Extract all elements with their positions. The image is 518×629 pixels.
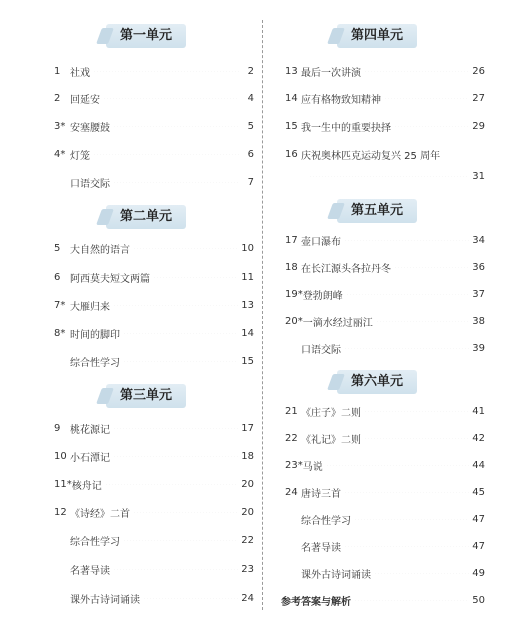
toc-entry[interactable] xyxy=(285,430,485,446)
entry-page: 5 xyxy=(247,120,254,132)
entry-number: 10 xyxy=(54,450,67,462)
entry-title: 参考答案与解析 xyxy=(281,596,351,608)
entry-number: 8* xyxy=(54,327,66,339)
entry-title: 综合性学习 xyxy=(70,536,120,548)
entry-title: 《诗经》二首 xyxy=(70,508,130,520)
entry-number: 18 xyxy=(285,261,298,273)
entry-page: 20 xyxy=(241,506,254,518)
entry-number: 19* xyxy=(285,288,303,300)
toc-entry-continuation[interactable] xyxy=(285,168,485,184)
entry-page: 27 xyxy=(472,92,485,104)
toc-entry[interactable] xyxy=(285,118,485,134)
entry-title: 口语交际 xyxy=(301,344,341,356)
toc-entry[interactable] xyxy=(54,269,254,285)
entry-number: 23* xyxy=(285,459,303,471)
leader-dots xyxy=(374,573,469,574)
entry-page: 31 xyxy=(472,170,485,182)
leader-dots xyxy=(123,333,238,334)
toc-entry[interactable] xyxy=(285,286,485,302)
entry-title: 壶口瀑布 xyxy=(301,236,341,248)
entry-page: 24 xyxy=(241,592,254,604)
entry-title: 大自然的语言 xyxy=(70,244,130,256)
toc-entry[interactable] xyxy=(54,325,254,341)
entry-page: 50 xyxy=(472,594,485,606)
leader-dots xyxy=(93,71,239,72)
entry-page: 44 xyxy=(472,459,485,471)
entry-page: 10 xyxy=(241,242,254,254)
entry-page: 34 xyxy=(472,234,485,246)
entry-title: 《礼记》二则 xyxy=(301,434,361,446)
toc-entry[interactable] xyxy=(54,590,254,606)
toc-entry[interactable] xyxy=(54,448,254,464)
entry-page: 42 xyxy=(472,432,485,444)
unit-heading: 第一单元 xyxy=(106,24,186,48)
leader-dots xyxy=(113,569,238,570)
entry-page: 47 xyxy=(472,513,485,525)
entry-title: 《庄子》二则 xyxy=(301,407,361,419)
entry-page: 17 xyxy=(241,422,254,434)
toc-entry[interactable] xyxy=(285,565,485,581)
leader-dots xyxy=(364,438,469,439)
entry-title: 阿西莫夫短文两篇 xyxy=(70,273,150,285)
leader-dots xyxy=(153,277,238,278)
toc-entry[interactable] xyxy=(54,90,254,106)
entry-title: 唐诗三首 xyxy=(301,488,341,500)
entry-page: 6 xyxy=(247,148,254,160)
leader-dots xyxy=(133,248,238,249)
entry-page: 20 xyxy=(241,478,254,490)
entry-page: 39 xyxy=(472,342,485,354)
leader-dots xyxy=(113,182,239,183)
entry-title: 课外古诗词诵读 xyxy=(301,569,371,581)
entry-page: 4 xyxy=(247,92,254,104)
leader-dots xyxy=(346,294,470,295)
unit-heading: 第五单元 xyxy=(337,199,417,223)
entry-page: 13 xyxy=(241,299,254,311)
entry-title: 应有格物致知精神 xyxy=(301,94,381,106)
entry-page: 41 xyxy=(472,405,485,417)
unit-heading: 第四单元 xyxy=(337,24,417,48)
leader-dots xyxy=(143,598,238,599)
leader-dots xyxy=(113,305,238,306)
entry-page: 49 xyxy=(472,567,485,579)
entry-number: 16 xyxy=(285,148,298,160)
leader-dots xyxy=(376,321,470,322)
toc-entry[interactable] xyxy=(54,353,254,369)
entry-number: 5 xyxy=(54,242,61,254)
entry-title: 回延安 xyxy=(70,94,100,106)
leader-dots xyxy=(123,361,238,362)
unit-heading: 第二单元 xyxy=(106,205,186,229)
column-divider xyxy=(262,20,263,610)
entry-number: 11* xyxy=(54,478,72,490)
entry-number: 9 xyxy=(54,422,61,434)
entry-number: 6 xyxy=(54,271,61,283)
toc-entry[interactable] xyxy=(285,538,485,554)
leader-dots xyxy=(344,546,469,547)
toc-entry[interactable] xyxy=(54,174,254,190)
leader-dots xyxy=(113,428,238,429)
entry-title: 小石潭记 xyxy=(70,452,110,464)
toc-entry[interactable] xyxy=(54,240,254,256)
toc-entry[interactable] xyxy=(54,297,254,313)
entry-page: 29 xyxy=(472,120,485,132)
toc-entry[interactable] xyxy=(285,232,485,248)
entry-title: 桃花源记 xyxy=(70,424,110,436)
leader-dots xyxy=(384,98,469,99)
entry-title: 综合性学习 xyxy=(301,515,351,527)
entry-number: 15 xyxy=(285,120,298,132)
toc-entry[interactable] xyxy=(285,511,485,527)
toc-entry[interactable] xyxy=(54,420,254,436)
entry-title: 登勃朗峰 xyxy=(302,290,343,302)
entry-page: 7 xyxy=(247,176,254,188)
leader-dots xyxy=(364,71,469,72)
entry-title: 灯笼 xyxy=(70,150,90,162)
toc-entry-answers[interactable] xyxy=(265,592,485,608)
entry-page: 23 xyxy=(241,563,254,575)
entry-page: 37 xyxy=(472,288,485,300)
toc-entry[interactable] xyxy=(285,340,485,356)
entry-title: 最后一次讲演 xyxy=(301,67,361,79)
toc-entry[interactable] xyxy=(285,403,485,419)
entry-title: 名著导读 xyxy=(301,542,341,554)
entry-number: 21 xyxy=(285,405,298,417)
leader-dots xyxy=(344,492,469,493)
toc-entry[interactable] xyxy=(285,484,485,500)
entry-title: 名著导读 xyxy=(70,565,110,577)
toc-entry[interactable] xyxy=(285,259,485,275)
leader-dots xyxy=(123,540,238,541)
toc-entry[interactable] xyxy=(54,118,254,134)
entry-page: 2 xyxy=(247,65,254,77)
toc-entry[interactable] xyxy=(54,504,254,520)
entry-title: 口语交际 xyxy=(70,178,110,190)
toc-entry[interactable] xyxy=(54,561,254,577)
toc-entry[interactable] xyxy=(285,146,485,162)
entry-title: 安塞腰鼓 xyxy=(70,122,110,134)
leader-dots xyxy=(364,411,469,412)
entry-number: 7* xyxy=(54,299,66,311)
toc-entry[interactable] xyxy=(285,63,485,79)
entry-number: 3* xyxy=(54,120,66,132)
entry-page: 47 xyxy=(472,540,485,552)
leader-dots xyxy=(133,512,238,513)
entry-title: 核舟记 xyxy=(71,480,102,492)
entry-number: 24 xyxy=(285,486,298,498)
leader-dots xyxy=(113,126,239,127)
entry-number: 22 xyxy=(285,432,298,444)
leader-dots xyxy=(394,267,469,268)
entry-title: 大雁归来 xyxy=(70,301,110,313)
entry-page: 45 xyxy=(472,486,485,498)
leader-dots xyxy=(354,519,469,520)
entry-number: 1 xyxy=(54,65,61,77)
toc-entry[interactable] xyxy=(54,476,254,492)
leader-dots xyxy=(93,154,239,155)
entry-page: 11 xyxy=(241,271,254,283)
leader-dots xyxy=(103,98,239,99)
leader-dots xyxy=(113,456,238,457)
entry-number: 14 xyxy=(285,92,298,104)
entry-title: 时间的脚印 xyxy=(70,329,120,341)
toc-entry[interactable] xyxy=(285,90,485,106)
entry-title: 我一生中的重要抉择 xyxy=(301,122,391,134)
entry-title: 综合性学习 xyxy=(70,357,120,369)
leader-dots xyxy=(309,176,469,177)
entry-page: 14 xyxy=(241,327,254,339)
entry-page: 15 xyxy=(241,355,254,367)
entry-page: 22 xyxy=(241,534,254,546)
entry-number: 20* xyxy=(285,315,303,327)
entry-page: 36 xyxy=(472,261,485,273)
entry-number: 12 xyxy=(54,506,67,518)
entry-page: 38 xyxy=(472,315,485,327)
toc-entry[interactable] xyxy=(54,532,254,548)
leader-dots xyxy=(354,600,469,601)
leader-dots xyxy=(344,348,469,349)
leader-dots xyxy=(105,484,239,485)
toc-entry[interactable] xyxy=(285,313,485,329)
entry-title: 马说 xyxy=(302,461,323,473)
entry-title: 社戏 xyxy=(70,67,90,79)
unit-heading: 第六单元 xyxy=(337,370,417,394)
entry-page: 26 xyxy=(472,65,485,77)
toc-entry[interactable] xyxy=(285,457,485,473)
entry-number: 13 xyxy=(285,65,298,77)
leader-dots xyxy=(326,465,470,466)
entry-title: 课外古诗词诵读 xyxy=(70,594,140,606)
leader-dots xyxy=(394,126,469,127)
entry-number: 4* xyxy=(54,148,66,160)
leader-dots xyxy=(344,240,469,241)
entry-title: 庆祝奥林匹克运动复兴 25 周年 xyxy=(301,150,441,162)
entry-number: 17 xyxy=(285,234,298,246)
toc-entry[interactable] xyxy=(54,63,254,79)
entry-title: 一滴水经过丽江 xyxy=(302,317,373,329)
entry-number: 2 xyxy=(54,92,61,104)
entry-title: 在长江源头各拉丹冬 xyxy=(301,263,391,275)
entry-page: 18 xyxy=(241,450,254,462)
toc-entry[interactable] xyxy=(54,146,254,162)
unit-heading: 第三单元 xyxy=(106,384,186,408)
